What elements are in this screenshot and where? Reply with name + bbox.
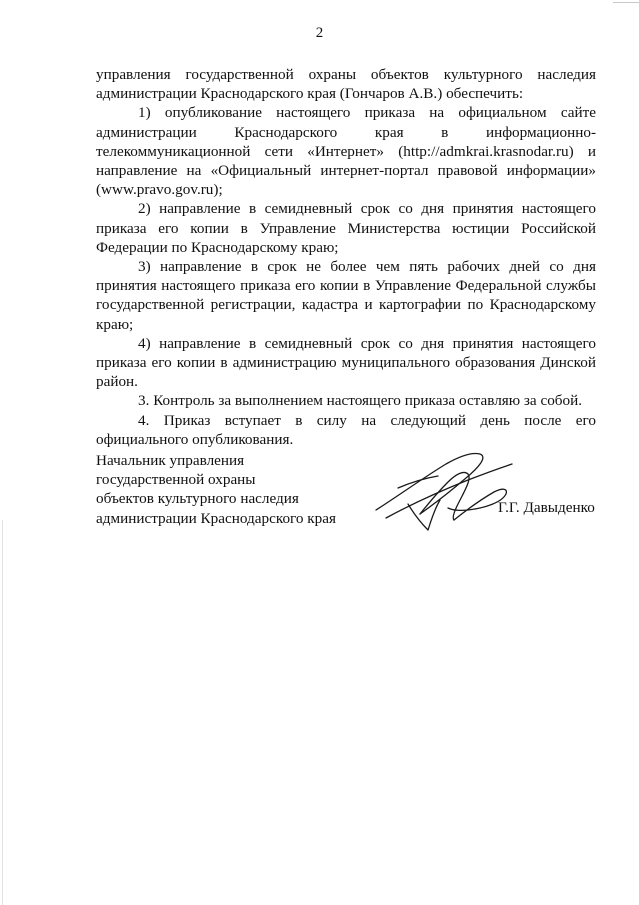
paragraph-item-2: 2) направление в семидневный срок со дня принятия настоящего приказа его копии в Управление Министерства юстиции Российской Федерации по Краснодарскому краю; <box>96 200 596 256</box>
scan-edge-mark <box>2 520 3 905</box>
page-number: 2 <box>315 25 324 41</box>
order-body-text <box>96 65 596 449</box>
paragraph-control: 3. Контроль за выполнением настоящего приказа оставляю за собой. <box>138 392 583 410</box>
paragraph-item-4: 4) направление в семидневный срок со дня принятия настоящего приказа его копии в администрацию муниципального образования Динской район. <box>96 334 596 391</box>
scan-edge-mark <box>613 2 639 3</box>
signer-title-line: государственной охраны <box>96 471 256 489</box>
signer-title <box>96 451 336 528</box>
paragraph-intro: управления государственной охраны объектов культурного наследия администрации Краснодарского края (Гончаров А.В.) обеспечить: <box>96 66 596 103</box>
signer-name: Г.Г. Давыденко <box>498 499 595 516</box>
paragraph-item-1: 1) опубликование настоящего приказа на официальном сайте администрации Краснодарского края в информационно-телекоммуникационной сети «Интернет» (http://admkrai.krasnodar.ru) и направление на «Официальный интернет-портал правовой информации» (www.pravo.gov.ru); <box>96 104 596 199</box>
signer-title-line: объектов культурного наследия <box>96 490 299 508</box>
paragraph-item-3: 3) направление в срок не более чем пять рабочих дней со дня принятия настоящего приказа его копии в Управление Федеральной службы государственной регистрации, кадастра и картографии по Краснодарскому краю; <box>96 258 596 333</box>
handwritten-signature <box>368 448 518 536</box>
signer-title-line: администрации Краснодарского края <box>96 509 336 527</box>
signer-title-line: Начальник управления <box>96 452 245 469</box>
paragraph-effective: 4. Приказ вступает в силу на следующий день после его официального опубликования. <box>96 411 596 448</box>
